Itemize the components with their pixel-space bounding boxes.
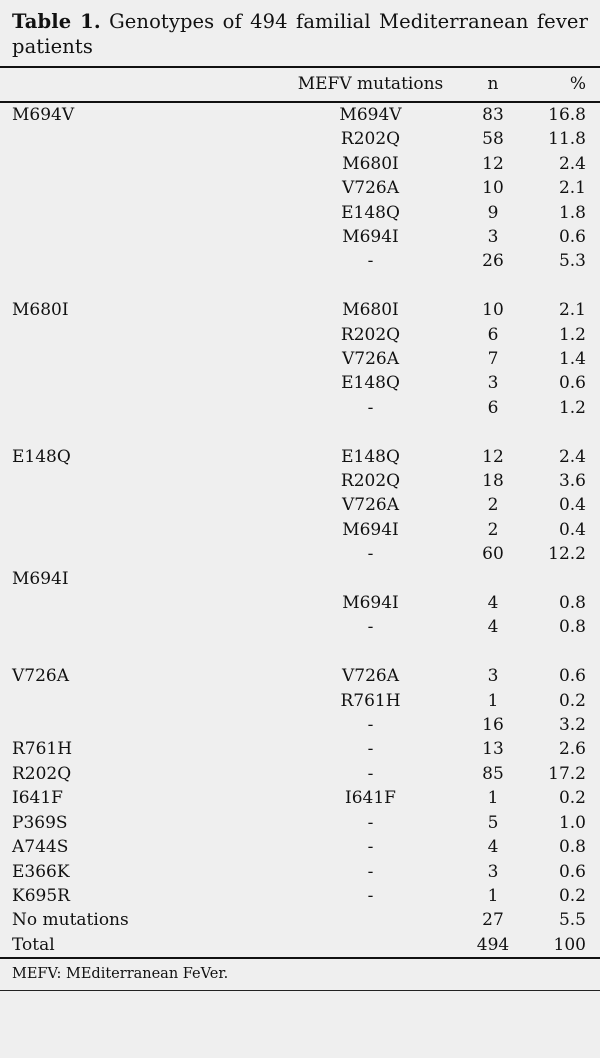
table-row	[0, 225, 600, 249]
cell-genotype	[0, 713, 283, 737]
cell-mutation: R761H	[340, 690, 401, 711]
cell-genotype: M694V	[12, 104, 75, 125]
cell-percent: 0.6	[558, 861, 586, 882]
cell-mutation: -	[367, 885, 374, 906]
cell-genotype: K695R	[12, 885, 70, 906]
spacer-cell	[0, 420, 600, 444]
cell-percent: 2.4	[558, 153, 586, 174]
cell-mutation: M694V	[339, 104, 402, 125]
cell-mutation: -	[367, 715, 374, 736]
cell-genotype	[0, 396, 283, 420]
cell-genotype: M694I	[12, 568, 69, 589]
cell-genotype: R202Q	[12, 763, 72, 784]
cell-n: 27	[482, 910, 504, 931]
table-row	[0, 201, 600, 225]
cell-percent: 11.8	[548, 129, 586, 150]
cell-n: 4	[487, 617, 499, 638]
cell-mutation	[283, 908, 458, 932]
cell-genotype: No mutations	[12, 910, 129, 931]
cell-mutation: E148Q	[341, 202, 400, 223]
table-row	[0, 445, 600, 469]
header-percent: %	[569, 73, 586, 94]
cell-mutation: E148Q	[341, 446, 400, 467]
cell-percent: 0.2	[558, 690, 586, 711]
table-row	[0, 884, 600, 908]
cell-mutation: -	[367, 544, 374, 565]
table-row	[0, 518, 600, 542]
cell-n: 85	[482, 763, 504, 784]
genotypes-table-body-wrap	[0, 103, 600, 957]
cell-genotype	[0, 518, 283, 542]
cell-genotype: R761H	[12, 739, 73, 760]
table-row	[0, 371, 600, 395]
cell-genotype	[0, 249, 283, 273]
cell-n: 60	[482, 544, 504, 565]
cell-genotype	[0, 469, 283, 493]
cell-genotype: M680I	[12, 300, 69, 321]
cell-mutation: -	[367, 251, 374, 272]
cell-genotype	[0, 689, 283, 713]
cell-genotype: A744S	[12, 837, 69, 858]
cell-mutation: I641F	[345, 788, 396, 809]
cell-n: 10	[482, 178, 504, 199]
table-row	[0, 615, 600, 639]
cell-percent: 5.3	[558, 251, 586, 272]
header-mefv-mutations: MEFV mutations	[297, 73, 444, 94]
table-row	[0, 786, 600, 810]
cell-percent: 2.1	[558, 300, 586, 321]
cell-percent: 0.6	[558, 666, 586, 687]
cell-n: 3	[487, 226, 499, 247]
cell-n	[458, 567, 528, 591]
table-row-spacer	[0, 420, 600, 444]
cell-genotype	[0, 201, 283, 225]
table-row	[0, 176, 600, 200]
cell-genotype: Total	[12, 934, 55, 955]
cell-mutation: M694I	[342, 226, 399, 247]
cell-n: 9	[487, 202, 499, 223]
cell-percent: 0.8	[558, 837, 586, 858]
cell-mutation: V726A	[341, 348, 399, 369]
cell-percent: 1.0	[558, 812, 586, 833]
cell-n: 58	[482, 129, 504, 150]
table-row	[0, 713, 600, 737]
cell-mutation: R202Q	[340, 471, 401, 491]
table-row	[0, 737, 600, 761]
cell-percent: 5.5	[558, 910, 586, 931]
cell-percent: 0.4	[558, 519, 586, 540]
table-row	[0, 860, 600, 884]
table-row	[0, 323, 600, 347]
header-row	[0, 68, 600, 101]
cell-genotype: E148Q	[12, 446, 71, 467]
cell-percent: 1.2	[558, 397, 586, 418]
cell-mutation: M694I	[342, 519, 399, 540]
cell-n: 3	[487, 666, 499, 687]
table-row	[0, 298, 600, 322]
cell-genotype	[0, 591, 283, 615]
cell-percent: 2.6	[558, 739, 586, 760]
cell-mutation: M680I	[342, 153, 399, 174]
cell-mutation: -	[367, 763, 374, 784]
cell-mutation: -	[367, 617, 374, 638]
table-row	[0, 396, 600, 420]
cell-percent: 1.4	[558, 348, 586, 369]
cell-n: 4	[487, 593, 499, 614]
table-caption-label: Table 1.	[12, 10, 101, 33]
cell-n: 26	[482, 251, 504, 272]
cell-mutation: V726A	[341, 666, 399, 687]
cell-n: 16	[482, 715, 504, 736]
table-row	[0, 908, 600, 932]
cell-mutation: M680I	[342, 300, 399, 321]
table-row	[0, 689, 600, 713]
cell-genotype: V726A	[12, 666, 70, 687]
cell-n: 10	[482, 300, 504, 321]
cell-n: 2	[487, 495, 499, 516]
cell-mutation: E148Q	[341, 373, 400, 394]
table-row	[0, 835, 600, 859]
cell-n: 1	[487, 788, 499, 809]
cell-percent: 100	[553, 934, 586, 955]
table-header	[0, 68, 600, 101]
table-caption	[0, 0, 600, 66]
table-row-spacer	[0, 640, 600, 664]
cell-percent	[528, 567, 600, 591]
table-row	[0, 103, 600, 127]
footnote-rule	[0, 990, 600, 991]
table-row	[0, 493, 600, 517]
table-row	[0, 933, 600, 957]
cell-mutation: -	[367, 837, 374, 858]
table-row	[0, 762, 600, 786]
cell-mutation: R202Q	[340, 324, 401, 345]
table-row	[0, 127, 600, 151]
cell-mutation: M694I	[342, 593, 399, 614]
cell-n: 5	[487, 812, 499, 833]
cell-n: 3	[487, 373, 499, 394]
cell-genotype	[0, 152, 283, 176]
table-row	[0, 542, 600, 566]
table-row	[0, 591, 600, 615]
cell-mutation: -	[367, 739, 374, 760]
cell-percent: 12.2	[548, 544, 586, 565]
cell-percent: 1.8	[558, 202, 586, 223]
cell-percent: 0.2	[558, 788, 586, 809]
cell-mutation: V726A	[341, 178, 399, 199]
cell-n: 4	[487, 837, 499, 858]
table-row	[0, 811, 600, 835]
cell-genotype	[0, 127, 283, 151]
table-caption-text: Genotypes of 494 familial Mediterranean fever patients	[12, 10, 588, 58]
cell-genotype	[0, 323, 283, 347]
table-footnote: MEFV: MEditerranean FeVer.	[12, 966, 229, 983]
cell-genotype: P369S	[12, 812, 68, 833]
cell-n: 12	[482, 446, 504, 467]
spacer-cell	[0, 640, 600, 664]
cell-n: 83	[482, 104, 504, 125]
cell-genotype: I641F	[12, 788, 63, 809]
cell-percent: 3.6	[558, 471, 586, 491]
cell-n: 7	[487, 348, 499, 369]
cell-n: 3	[487, 861, 499, 882]
header-genotype	[0, 68, 283, 101]
table-row	[0, 249, 600, 273]
cell-n: 494	[476, 934, 510, 955]
table-row	[0, 152, 600, 176]
cell-mutation: -	[367, 397, 374, 418]
cell-mutation	[283, 567, 458, 591]
cell-percent: 0.8	[558, 617, 586, 638]
table-row	[0, 347, 600, 371]
cell-n: 1	[487, 885, 499, 906]
table-row-spacer	[0, 274, 600, 298]
cell-percent: 0.4	[558, 495, 586, 516]
cell-genotype	[0, 371, 283, 395]
cell-percent: 0.6	[558, 226, 586, 247]
cell-genotype	[0, 493, 283, 517]
cell-n: 2	[487, 519, 499, 540]
cell-percent: 17.2	[548, 763, 586, 784]
cell-mutation: V726A	[341, 495, 399, 516]
cell-percent: 0.2	[558, 885, 586, 906]
cell-percent: 2.1	[558, 178, 586, 199]
cell-genotype	[0, 176, 283, 200]
cell-genotype	[0, 542, 283, 566]
table-row	[0, 469, 600, 493]
cell-percent: 0.6	[558, 373, 586, 394]
cell-mutation	[283, 933, 458, 957]
cell-n: 18	[482, 471, 504, 491]
genotypes-table	[0, 68, 600, 101]
cell-mutation: R202Q	[340, 129, 401, 150]
cell-n: 13	[482, 739, 504, 760]
header-n: n	[487, 73, 499, 94]
cell-genotype	[0, 615, 283, 639]
cell-percent: 16.8	[548, 104, 586, 125]
cell-genotype: E366K	[12, 861, 70, 882]
cell-mutation: -	[367, 861, 374, 882]
cell-genotype	[0, 347, 283, 371]
cell-percent: 3.2	[558, 715, 586, 736]
cell-n: 12	[482, 153, 504, 174]
cell-genotype	[0, 225, 283, 249]
spacer-cell	[0, 274, 600, 298]
table-row	[0, 567, 600, 591]
cell-n: 1	[487, 690, 499, 711]
table-body	[0, 103, 600, 957]
cell-percent: 2.4	[558, 446, 586, 467]
table-row	[0, 664, 600, 688]
cell-n: 6	[487, 324, 499, 345]
cell-percent: 1.2	[558, 324, 586, 345]
cell-n: 6	[487, 397, 499, 418]
cell-mutation: -	[367, 812, 374, 833]
cell-percent: 0.8	[558, 593, 586, 614]
